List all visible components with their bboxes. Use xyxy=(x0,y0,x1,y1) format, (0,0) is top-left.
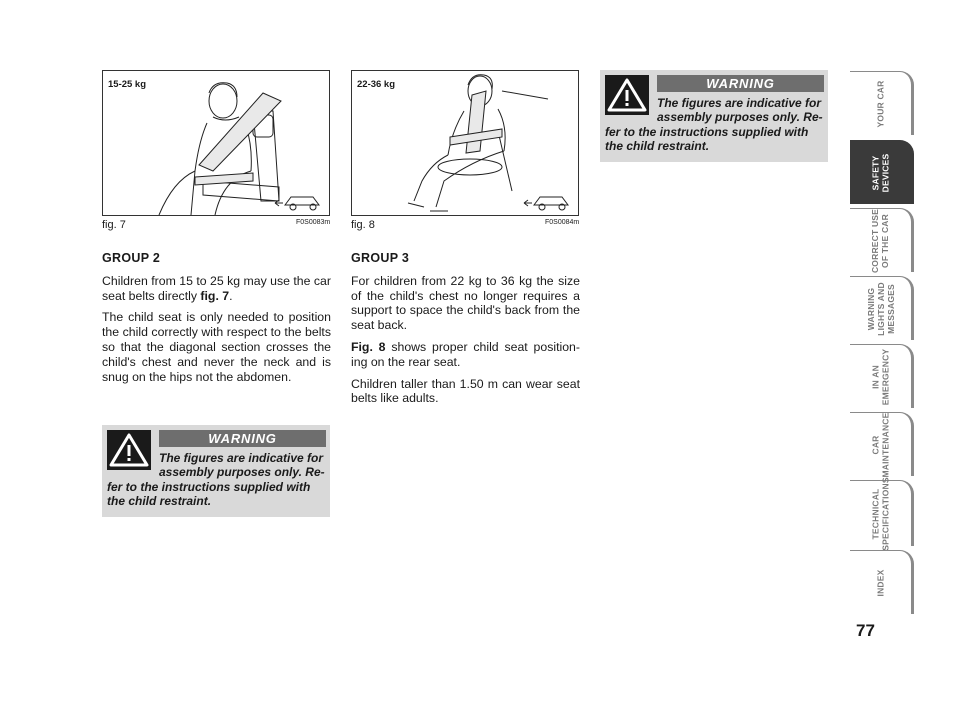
page-number: 77 xyxy=(856,621,875,640)
tab-index[interactable]: INDEX xyxy=(850,550,914,614)
warning-line-1: The figures are indicative for xyxy=(657,96,822,110)
tab-warning-lights[interactable]: WARNING LIGHTS AND MESSAGES xyxy=(850,276,914,340)
tab-car-maintenance[interactable]: CAR MAINTENANCE xyxy=(850,412,914,476)
group-3-paragraph-1: For children from 22 kg to 36 kg the size of the child's chest no longer requires a support to space the child's back from the seat back. xyxy=(351,273,580,333)
group-2-heading: GROUP 2 xyxy=(102,251,161,265)
warning-line-4: the child restraint. xyxy=(605,139,710,153)
warning-line-1: The figures are indicative for xyxy=(159,451,324,465)
tab-your-car[interactable]: YOUR CAR xyxy=(850,71,914,135)
fig-7-reference: fig. 7 xyxy=(200,288,230,303)
warning-title: WARNING xyxy=(657,75,824,92)
figure-7-caption: fig. 7 xyxy=(102,219,126,231)
fig-8-reference: Fig. 8 xyxy=(351,339,386,354)
warning-line-2: assembly purposes only. Re- xyxy=(657,110,823,124)
group-2-paragraph-2: The child seat is only needed to position the child correctly with respect to the belts so that the diagonal section crosses the child's chest and never the neck and is snug on the hips not the abdomen. xyxy=(102,310,331,384)
figure-7-code: F0S0083m xyxy=(296,219,331,226)
warning-triangle-icon xyxy=(107,430,151,470)
warning-triangle-icon xyxy=(605,75,649,115)
figure-8-illustration xyxy=(351,70,579,216)
warning-box-left xyxy=(102,425,330,517)
child-rear-seat-illustration xyxy=(352,71,578,215)
tab-correct-use[interactable]: CORRECT USE OF THE CAR xyxy=(850,208,914,272)
warning-line-2: assembly purposes only. Re- xyxy=(159,465,325,479)
group-3-section xyxy=(351,251,580,413)
group-2-paragraph-1: Children from 15 to 25 kg may use the car seat belts directly fig. 7. xyxy=(102,273,331,303)
warning-line-3: fer to the instructions supplied with xyxy=(605,125,809,139)
warning-line-3: fer to the instructions supplied with xyxy=(107,480,311,494)
group-2-section xyxy=(102,251,331,391)
tab-technical-specifications[interactable]: TECHNICAL SPECIFICATIONS xyxy=(850,480,914,546)
warning-title: WARNING xyxy=(159,430,326,447)
group-3-paragraph-2: Fig. 8 shows proper child seat position-ing on the rear seat. xyxy=(351,339,580,369)
tab-safety-devices[interactable]: SAFETY DEVICES xyxy=(850,140,914,204)
tab-in-an-emergency[interactable]: IN AN EMERGENCY xyxy=(850,344,914,408)
warning-line-4: the child restraint. xyxy=(107,494,212,508)
figure-8-weight-label: 22-36 kg xyxy=(357,79,396,90)
group-3-paragraph-3: Children taller than 1.50 m can wear seat belts like adults. xyxy=(351,376,580,406)
figure-7-illustration xyxy=(102,70,330,216)
child-booster-seat-illustration xyxy=(103,71,329,215)
figure-8-caption: fig. 8 xyxy=(351,219,375,231)
group-3-heading: GROUP 3 xyxy=(351,251,410,265)
figure-7-weight-label: 15-25 kg xyxy=(108,79,147,90)
warning-box-right xyxy=(600,70,828,162)
figure-8-code: F0S0084m xyxy=(545,219,580,226)
